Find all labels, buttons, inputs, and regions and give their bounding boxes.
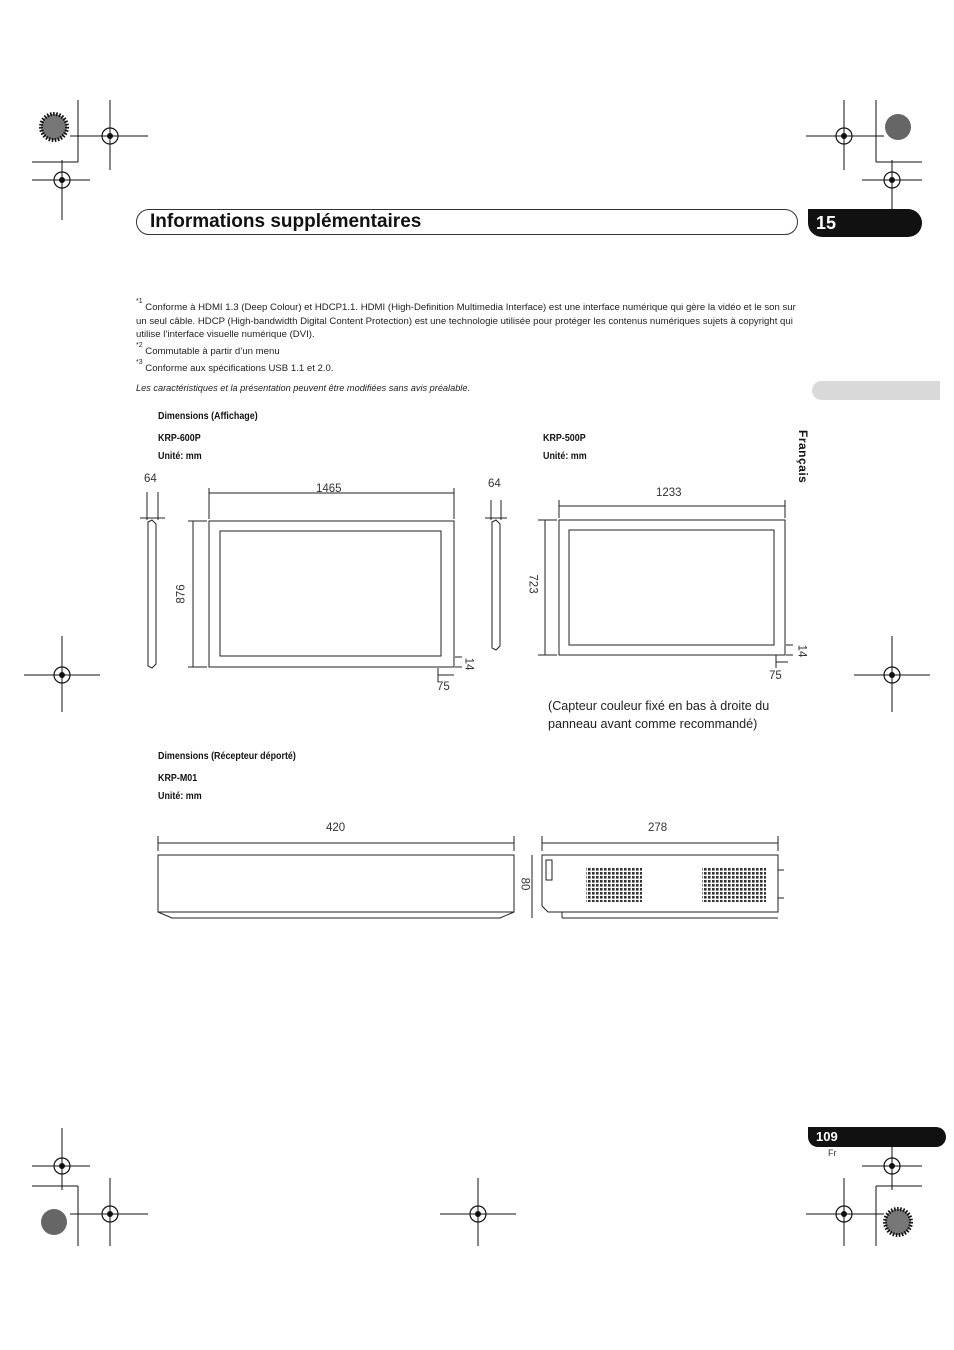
page-language-code: Fr	[828, 1148, 837, 1158]
model-krp500p: KRP-500P	[543, 432, 586, 444]
dim-receiver-height: 80	[518, 877, 531, 891]
footnote-marker: *3	[136, 359, 143, 366]
unit-krp500p: Unité: mm	[543, 450, 587, 462]
dim-krp600-depth: 64	[144, 473, 157, 485]
krp500-front	[559, 520, 785, 655]
sensor-note: (Capteur couleur fixé en bas à droite du panneau avant comme recommandé)	[548, 699, 770, 731]
dim-krp600-depth-2: 64	[488, 478, 501, 490]
unit-krp-m01: Unité: mm	[158, 790, 202, 802]
unit-krp600p: Unité: mm	[158, 450, 202, 462]
dim-krp500-height: 723	[526, 574, 539, 594]
language-label: Français	[796, 430, 810, 484]
section-heading-display: Dimensions (Affichage)	[158, 410, 258, 422]
dim-krp500-side: 75	[769, 670, 782, 682]
dim-krp600-bottom: 14	[462, 657, 475, 671]
krp600-front	[209, 521, 454, 667]
receiver-front	[158, 855, 514, 918]
dim-receiver-width: 420	[326, 822, 346, 834]
model-krp600p: KRP-600P	[158, 432, 201, 444]
page-number-badge	[808, 1127, 946, 1147]
footnote-marker: *1	[136, 298, 143, 305]
footnote-text: Conforme à HDMI 1.3 (Deep Colour) et HDCP1.1. HDMI (High-Definition Multimedia Interface) est une interface numérique qui gère la vidéo et le son sur un seul câble. HDCP (High-bandwidth Digital Content Protection) est une technologie utilisée pour protéger les contenus numériques sujets à copyright qui utilise l’interface visuelle numérique (DVI).	[136, 302, 796, 341]
model-krp-m01: KRP-M01	[158, 772, 198, 784]
dim-krp500-width: 1233	[656, 487, 682, 499]
footnote-marker: *2	[136, 342, 143, 349]
section-heading-receiver: Dimensions (Récepteur déporté)	[158, 750, 296, 762]
dim-receiver-depth: 278	[648, 822, 668, 834]
dim-krp500-bottom: 14	[795, 644, 808, 658]
page-number: 109	[816, 1129, 838, 1144]
chapter-number: 15	[816, 213, 837, 233]
dim-krp600-width: 1465	[316, 483, 342, 495]
krp600-side-profile	[148, 520, 156, 668]
disclaimer-note: Les caractéristiques et la présentation peuvent être modifiées sans avis préalable.	[136, 383, 471, 393]
footnote-text: Conforme aux spécifications USB 1.1 et 2.0.	[145, 363, 334, 375]
dim-krp600-height: 876	[175, 584, 188, 604]
footnote-text: Commutable à partir d’un menu	[145, 346, 280, 358]
krp500-side-profile	[492, 520, 500, 650]
dim-krp600-side: 75	[437, 681, 450, 693]
page-title: Informations supplémentaires	[150, 211, 422, 232]
